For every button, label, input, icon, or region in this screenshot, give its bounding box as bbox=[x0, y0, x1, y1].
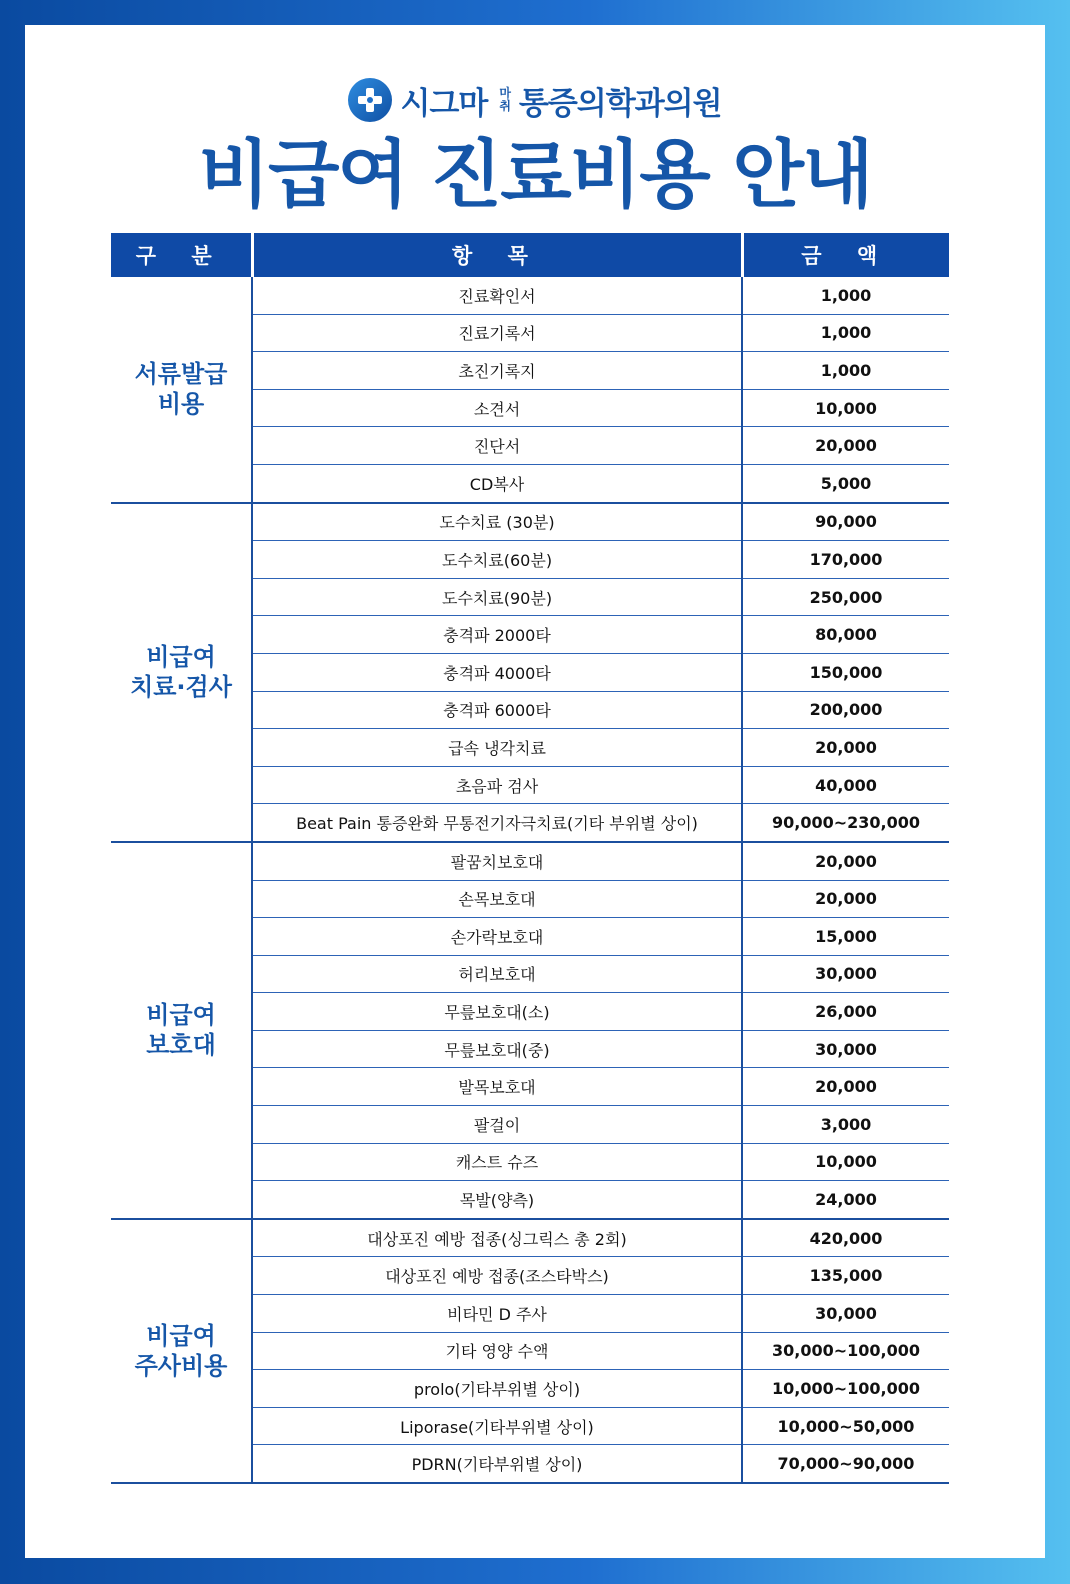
item-cell: 허리보호대 bbox=[252, 955, 742, 993]
item-cell: 도수치료(90분) bbox=[252, 578, 742, 616]
item-cell: 초진기록지 bbox=[252, 352, 742, 390]
amount-cell: 10,000~100,000 bbox=[742, 1370, 949, 1408]
page-title: 비급여 진료비용 안내 bbox=[198, 132, 872, 218]
amount-cell: 5,000 bbox=[742, 464, 949, 502]
brand-sub-bottom: 취 bbox=[499, 99, 511, 113]
header-amount: 금 액 bbox=[742, 233, 949, 277]
brand-subtitle bbox=[499, 87, 511, 113]
item-cell: PDRN(기타부위별 상이) bbox=[252, 1445, 742, 1483]
clinic-brand bbox=[25, 75, 1045, 125]
item-cell: Beat Pain 통증완화 무통전기자극치료(기타 부위별 상이) bbox=[252, 804, 742, 842]
item-cell: 진료기록서 bbox=[252, 314, 742, 352]
table-row bbox=[111, 503, 949, 541]
item-cell: 충격파 6000타 bbox=[252, 691, 742, 729]
item-cell: 소견서 bbox=[252, 389, 742, 427]
amount-cell: 20,000 bbox=[742, 842, 949, 880]
item-cell: 대상포진 예방 접종(싱그릭스 총 2회) bbox=[252, 1219, 742, 1257]
amount-cell: 150,000 bbox=[742, 653, 949, 691]
category-label-line: 서류발급 bbox=[134, 360, 228, 389]
item-cell: prolo(기타부위별 상이) bbox=[252, 1370, 742, 1408]
item-cell: 대상포진 예방 접종(조스타박스) bbox=[252, 1257, 742, 1295]
item-cell: 진단서 bbox=[252, 427, 742, 465]
amount-cell: 1,000 bbox=[742, 314, 949, 352]
brand-name: 시그마 bbox=[400, 85, 488, 122]
amount-cell: 30,000~100,000 bbox=[742, 1332, 949, 1370]
amount-cell: 420,000 bbox=[742, 1219, 949, 1257]
amount-cell: 170,000 bbox=[742, 541, 949, 579]
amount-cell: 250,000 bbox=[742, 578, 949, 616]
amount-cell: 135,000 bbox=[742, 1257, 949, 1295]
category-label-line: 비급여 bbox=[146, 1321, 216, 1350]
item-cell: 충격파 2000타 bbox=[252, 616, 742, 654]
header-category: 구 분 bbox=[111, 233, 252, 277]
item-cell: 목발(양측) bbox=[252, 1181, 742, 1219]
amount-cell: 1,000 bbox=[742, 277, 949, 314]
item-cell: 무릎보호대(중) bbox=[252, 1030, 742, 1068]
category-label-line: 보호대 bbox=[146, 1031, 216, 1060]
category-cell bbox=[111, 842, 252, 1219]
category-label-line: 비급여 bbox=[146, 1001, 216, 1030]
notice-card bbox=[25, 25, 1045, 1558]
item-cell: 비타민 D 주사 bbox=[252, 1295, 742, 1333]
item-cell: 팔걸이 bbox=[252, 1106, 742, 1144]
category-label-line: 비급여 bbox=[146, 643, 216, 672]
item-cell: 무릎보호대(소) bbox=[252, 993, 742, 1031]
item-cell: 충격파 4000타 bbox=[252, 653, 742, 691]
header-item: 항 목 bbox=[252, 233, 742, 277]
item-cell: CD복사 bbox=[252, 464, 742, 502]
amount-cell: 3,000 bbox=[742, 1106, 949, 1144]
amount-cell: 20,000 bbox=[742, 427, 949, 465]
amount-cell: 20,000 bbox=[742, 729, 949, 767]
amount-cell: 30,000 bbox=[742, 1295, 949, 1333]
category-cell bbox=[111, 1219, 252, 1483]
item-cell: 도수치료(60분) bbox=[252, 541, 742, 579]
category-label-line: 비용 bbox=[157, 390, 205, 419]
category-cell bbox=[111, 277, 252, 503]
table-row bbox=[111, 1219, 949, 1257]
fee-table bbox=[111, 233, 949, 1484]
amount-cell: 20,000 bbox=[742, 1068, 949, 1106]
amount-cell: 70,000~90,000 bbox=[742, 1445, 949, 1483]
amount-cell: 15,000 bbox=[742, 918, 949, 956]
amount-cell: 90,000~230,000 bbox=[742, 804, 949, 842]
item-cell: 팔꿈치보호대 bbox=[252, 842, 742, 880]
item-cell: 진료확인서 bbox=[252, 277, 742, 314]
amount-cell: 80,000 bbox=[742, 616, 949, 654]
item-cell: 캐스트 슈즈 bbox=[252, 1143, 742, 1181]
amount-cell: 10,000~50,000 bbox=[742, 1407, 949, 1445]
table-header-row bbox=[111, 233, 949, 277]
amount-cell: 24,000 bbox=[742, 1181, 949, 1219]
amount-cell: 20,000 bbox=[742, 880, 949, 918]
table-row bbox=[111, 842, 949, 880]
brand-department: 통증의학과의원 bbox=[518, 85, 722, 122]
amount-cell: 1,000 bbox=[742, 352, 949, 390]
amount-cell: 30,000 bbox=[742, 1030, 949, 1068]
amount-cell: 30,000 bbox=[742, 955, 949, 993]
category-cell bbox=[111, 503, 252, 842]
item-cell: 초음파 검사 bbox=[252, 766, 742, 804]
table-row bbox=[111, 277, 949, 314]
item-cell: 도수치료 (30분) bbox=[252, 503, 742, 541]
amount-cell: 40,000 bbox=[742, 766, 949, 804]
category-label-line: 주사비용 bbox=[134, 1351, 228, 1380]
item-cell: 급속 냉각치료 bbox=[252, 729, 742, 767]
item-cell: 발목보호대 bbox=[252, 1068, 742, 1106]
amount-cell: 10,000 bbox=[742, 389, 949, 427]
medical-cross-icon bbox=[348, 78, 392, 122]
item-cell: 손목보호대 bbox=[252, 880, 742, 918]
fee-table-body bbox=[111, 277, 949, 1483]
category-label-line: 치료·검사 bbox=[130, 673, 232, 702]
item-cell: Liporase(기타부위별 상이) bbox=[252, 1407, 742, 1445]
item-cell: 손가락보호대 bbox=[252, 918, 742, 956]
amount-cell: 200,000 bbox=[742, 691, 949, 729]
amount-cell: 26,000 bbox=[742, 993, 949, 1031]
item-cell: 기타 영양 수액 bbox=[252, 1332, 742, 1370]
amount-cell: 90,000 bbox=[742, 503, 949, 541]
brand-sub-top: 마 bbox=[499, 86, 511, 100]
amount-cell: 10,000 bbox=[742, 1143, 949, 1181]
